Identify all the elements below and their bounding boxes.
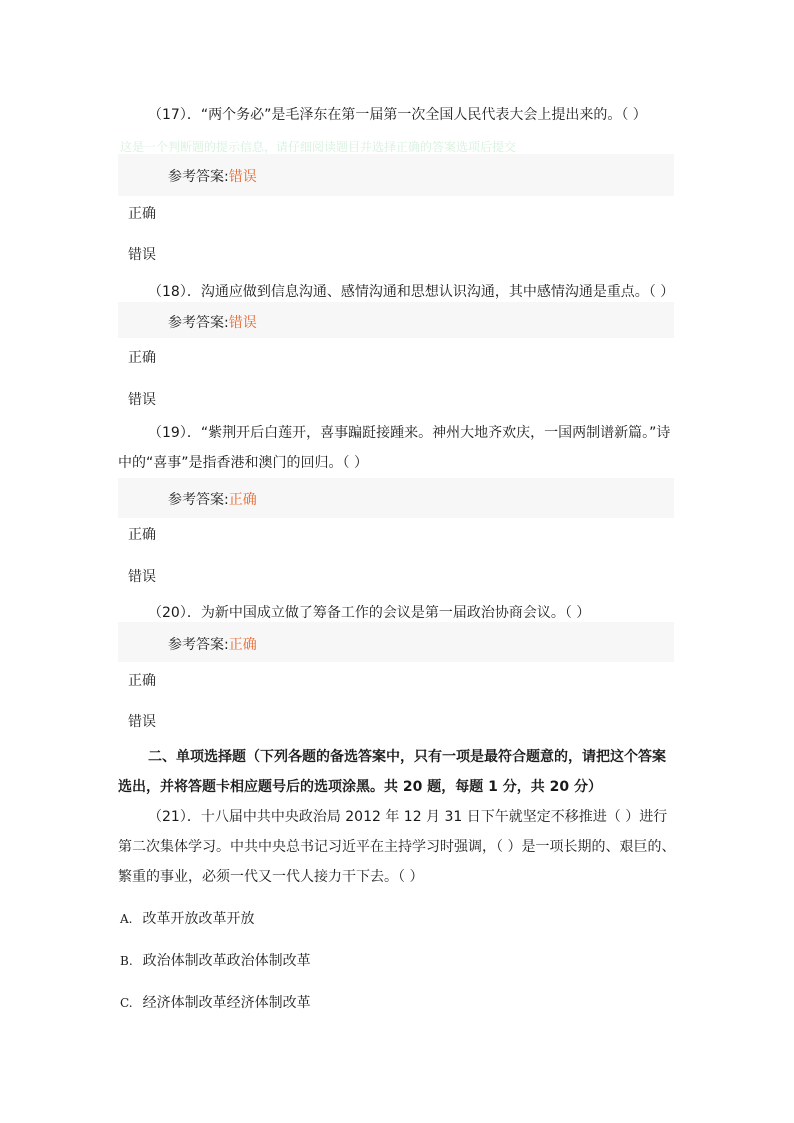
choice-c[interactable]: C. 经济体制改革经济体制改革: [120, 995, 311, 1011]
question-18-stem: （18）．沟通应做到信息沟通、感情沟通和思想认识沟通，其中感情沟通是重点。（ ）: [148, 284, 675, 300]
option-true[interactable]: 正确: [128, 206, 156, 222]
option-false[interactable]: 错误: [128, 392, 156, 408]
question-19-answer: 参考答案:正确: [168, 492, 257, 508]
option-true[interactable]: 正确: [128, 673, 156, 689]
question-18-answer: 参考答案:错误: [168, 315, 257, 331]
answer-value: 正确: [228, 492, 257, 508]
question-17-stem: （17）．“两个务必”是毛泽东在第一届第一次全国人民代表大会上提出来的。（ ）: [148, 107, 647, 123]
option-false[interactable]: 错误: [128, 247, 156, 263]
option-true[interactable]: 正确: [128, 350, 156, 366]
question-21-stem: （21）．十八届中共中央政治局 2012 年 12 月 31 日下午就坚定不移推进（ ）进行第二次集体学习。中共中央总书记习近平在主持学习时强调，（ ）是一项长期的、艰巨的、繁重的事业，必须一代又一代人接力干下去。（ ）: [118, 809, 676, 885]
section-heading: 二、单项选择题（下列各题的备选答案中，只有一项是最符合题意的，请把这个答案选出，并将答题卡相应题号后的选项涂黑。共 20 题，每题 1 分，共 20 分）: [118, 749, 666, 795]
option-true[interactable]: 正确: [128, 527, 156, 543]
answer-value: 错误: [228, 169, 257, 185]
option-false[interactable]: 错误: [128, 569, 156, 585]
choice-a[interactable]: A. 改革开放改革开放: [120, 911, 255, 927]
option-false[interactable]: 错误: [128, 714, 156, 730]
question-19-stem: （19）．“紫荆开后白莲开，喜事蹁跹接踵来。神州大地齐欢庆，一国两制谱新篇。”诗中的“喜事”是指香港和澳门的回归。（ ）: [118, 425, 671, 471]
question-20-answer: 参考答案:正确: [168, 637, 257, 653]
question-20-stem: （20）．为新中国成立做了筹备工作的会议是第一届政治协商会议。（ ）: [148, 605, 591, 621]
answer-value: 正确: [228, 637, 257, 653]
question-17-answer: 参考答案:错误: [168, 169, 257, 185]
question-17-hint: 这是一个判断题的提示信息，请仔细阅读题目并选择正确的答案选项后提交: [120, 140, 517, 154]
choice-b[interactable]: B. 政治体制改革政治体制改革: [120, 953, 311, 969]
answer-value: 错误: [228, 315, 257, 331]
